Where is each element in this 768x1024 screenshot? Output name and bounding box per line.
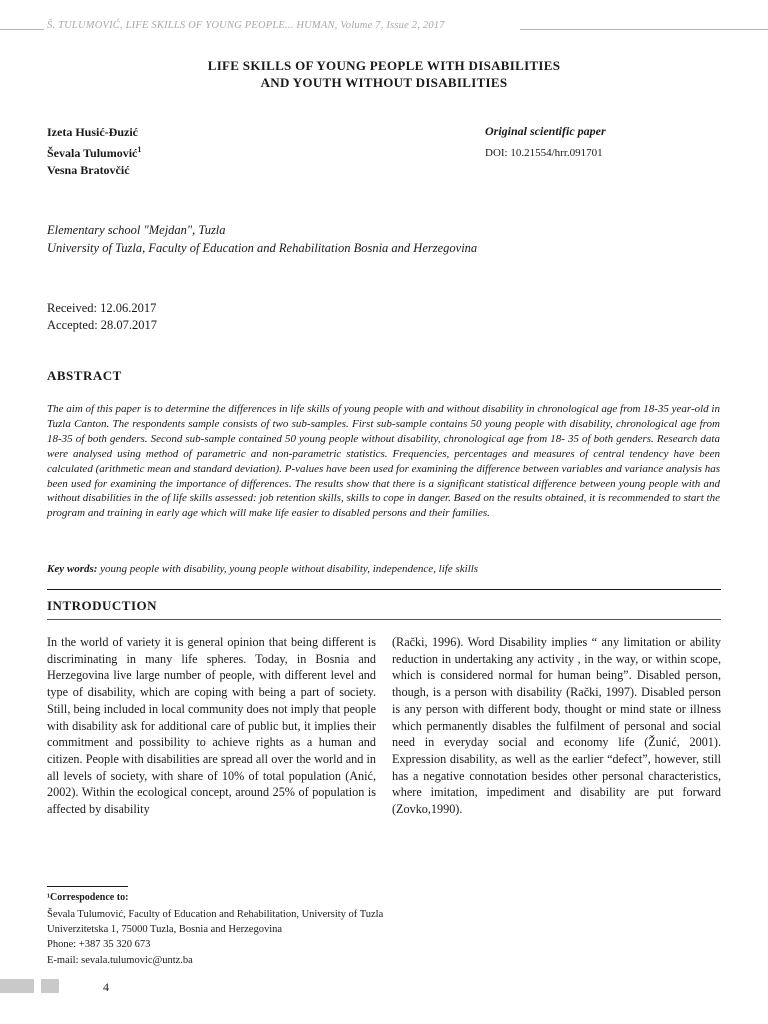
footnote-body [47,907,383,968]
intro-top-rule [47,589,721,590]
footer-decor-block-1 [0,979,34,993]
page-number: 4 [103,980,109,994]
received-date: Received: 12.06.2017 [47,301,157,315]
keywords-label: Key words: [47,563,98,575]
intro-bottom-rule [47,619,721,620]
footnote-line-4: E-mail: sevala.tulumovic@untz.ba [47,954,193,966]
footnote-line-2: Univerzitetska 1, 75000 Tuzla, Bosnia and Herzegovina [47,924,283,936]
accepted-date: Accepted: 28.07.2017 [47,318,158,332]
running-head-rule-right [520,29,768,30]
paper-title [0,57,768,91]
footer-decor-block-2 [41,979,59,993]
running-head-rule-left [0,29,44,30]
footnote-heading: ¹Correspodence to: [47,892,129,903]
author-2-row [47,141,141,162]
affiliations [47,221,477,257]
intro-column-right: (Rački, 1996). Word Disability implies “ any limitation or ability reduction in undertaking any activity , in the way, or within scope, which is considered normal for human being”. Disabled person, though, is a person with disability (Rački, 1997). Disabled person is any person with different body, thought or mind state or illness which permanently disables the fulfilment of personal and social need in everyday social and economy life (Žunić, 2001). Expression disability, as well as the earlier “defect”, however, still has a negative connotation besides other personal characteristics, where imitation, impediment and disability are put forward (Zovko,1990). [392,635,721,817]
paper-title-line-1: LIFE SKILLS OF YOUNG PEOPLE WITH DISABILITIES [207,58,561,73]
intro-column-left: In the world of variety it is general opinion that being different is discriminating in many life spheres. Today, in Bosnia and Herzegovina live large number of people, with different level and type of disability, which are coping with being a part of society. Still, being included in local community does not imply that people with disability ask for additional care of public but, it implies their commitment and possibility to achieve rights as a human and citizen. People with disabilities are spread all over the world and in all levels of society, with share of 10% of total population (Anić, 2002). Within the ecological concept, around 25% of population is affected by disability [47,635,376,817]
author-1: Izeta Husić-Đuzić [47,125,138,139]
footnote-line-1: Ševala Tulumović, Faculty of Education and Rehabilitation, University of Tuzla [47,909,384,920]
abstract-heading: ABSTRACT [47,368,122,383]
author-3: Vesna Bratovčić [47,163,130,177]
paper-type: Original scientific paper [485,124,606,138]
author-2-superscript: 1 [137,145,142,154]
introduction-heading: INTRODUCTION [47,598,158,613]
paper-title-line-2: AND YOUTH WITHOUT DISABILITIES [260,75,508,90]
keywords [47,562,720,576]
abstract-text: The aim of this paper is to determine the differences in life skills of young people with and without disability in chronological age from 18-35 year-old in Tuzla Canton. The respondents sample consists of two sub-samples. First sub-sample contains 50 young people with disability, chronological age from 18-35 of both genders. Second sub-sample contained 50 young people without disability, chronological age from 18- 35 of both genders. Research data were analysed using method of parametric and non-parametric statistics. Frequencies, percentages and measures of central tendency have been calculated (arithmetic mean and standard deviation). P-values have been used for examining the difference between variables and variance analysis has been used for examining the importance of differences. The results show that there is a significant statistical difference between young people with and without disabilities in the of life skills assessed: job retention skills, skills to cope in danger. Based on the results obtained, it is recommended to start the program and training in early age which will make life easier to disabled persons and their families. [47,403,720,520]
author-2: Ševala Tulumović [47,146,138,160]
running-head [0,18,768,38]
affiliation-1: Elementary school "Mejdan", Tuzla [47,223,226,237]
footnote-rule [47,886,128,887]
affiliation-2: University of Tuzla, Faculty of Education and Rehabilitation Bosnia and Herzegovina [47,241,478,255]
keywords-text: young people with disability, young people without disability, independence, life skills [97,563,479,575]
running-head-text: Š. TULUMOVIĆ, LIFE SKILLS OF YOUNG PEOPLE... HUMAN, Volume 7, Issue 2, 2017 [47,20,445,31]
author-list [47,124,141,179]
dates [47,300,157,334]
footnote-line-3: Phone: +387 35 320 673 [47,939,151,951]
doi: DOI: 10.21554/hrr.091701 [485,147,603,159]
